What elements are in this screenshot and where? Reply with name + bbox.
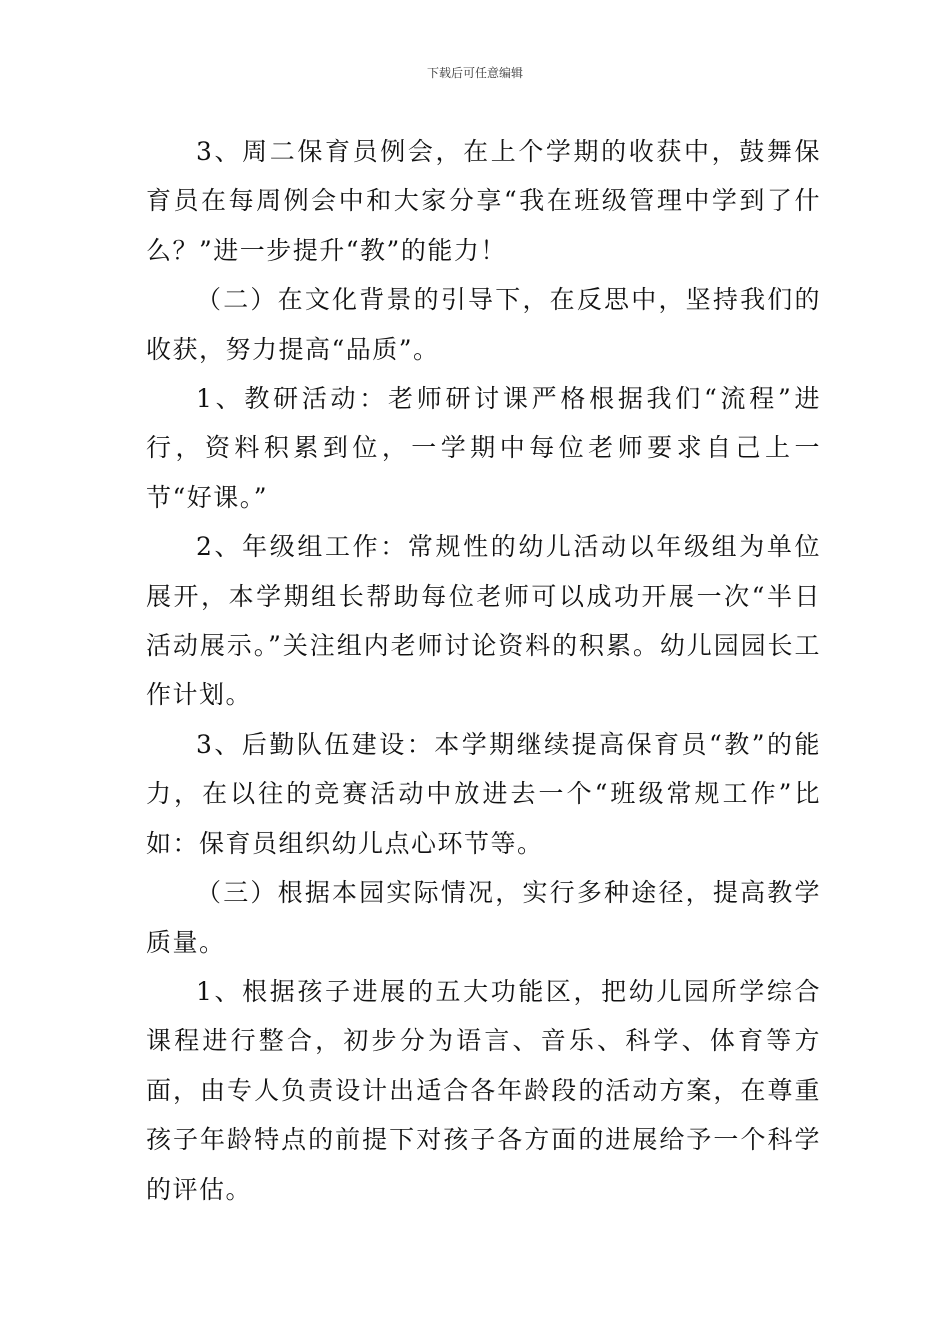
paragraph-curriculum-integration: 1、根据孩子进展的五大功能区，把幼儿园所学综合课程进行整合，初步分为语言、音乐、科学、体育等方面，由专人负责设计出适合各年龄段的活动方案，在尊重孩子年龄特点的前提下对孩子各方面的进展给予一个科学的评估。 xyxy=(146,976,821,1204)
paragraph-section-three: （三）根据本园实际情况，实行多种途径，提高教学质量。 xyxy=(146,878,821,957)
page-header: 下载后可任意编辑 xyxy=(426,66,523,80)
paragraph-grade-group: 2、年级组工作：常规性的幼儿活动以年级组为单位展开，本学期组长帮助每位老师可以成功开展一次“半日活动展示。”关注组内老师讨论资料的积累。幼儿园园长工作计划。 xyxy=(146,532,821,710)
paragraph-logistics-team: 3、后勤队伍建设：本学期继续提高保育员“教”的能力，在以往的竞赛活动中放进去一个“班级常规工作”比如：保育员组织幼儿点心环节等。 xyxy=(146,729,821,858)
paragraph-teaching-research: 1、教研活动：老师研讨课严格根据我们“流程”进行，资料积累到位，一学期中每位老师要求自己上一节“好课。” xyxy=(146,384,821,512)
paragraph-weekly-meeting: 3、周二保育员例会，在上个学期的收获中，鼓舞保育员在每周例会中和大家分享“我在班级管理中学到了什么？”进一步提升“教”的能力！ xyxy=(146,137,821,265)
paragraph-section-two: （二）在文化背景的引导下，在反思中，坚持我们的收获，努力提高“品质”。 xyxy=(146,285,821,364)
document-body xyxy=(146,127,821,1214)
